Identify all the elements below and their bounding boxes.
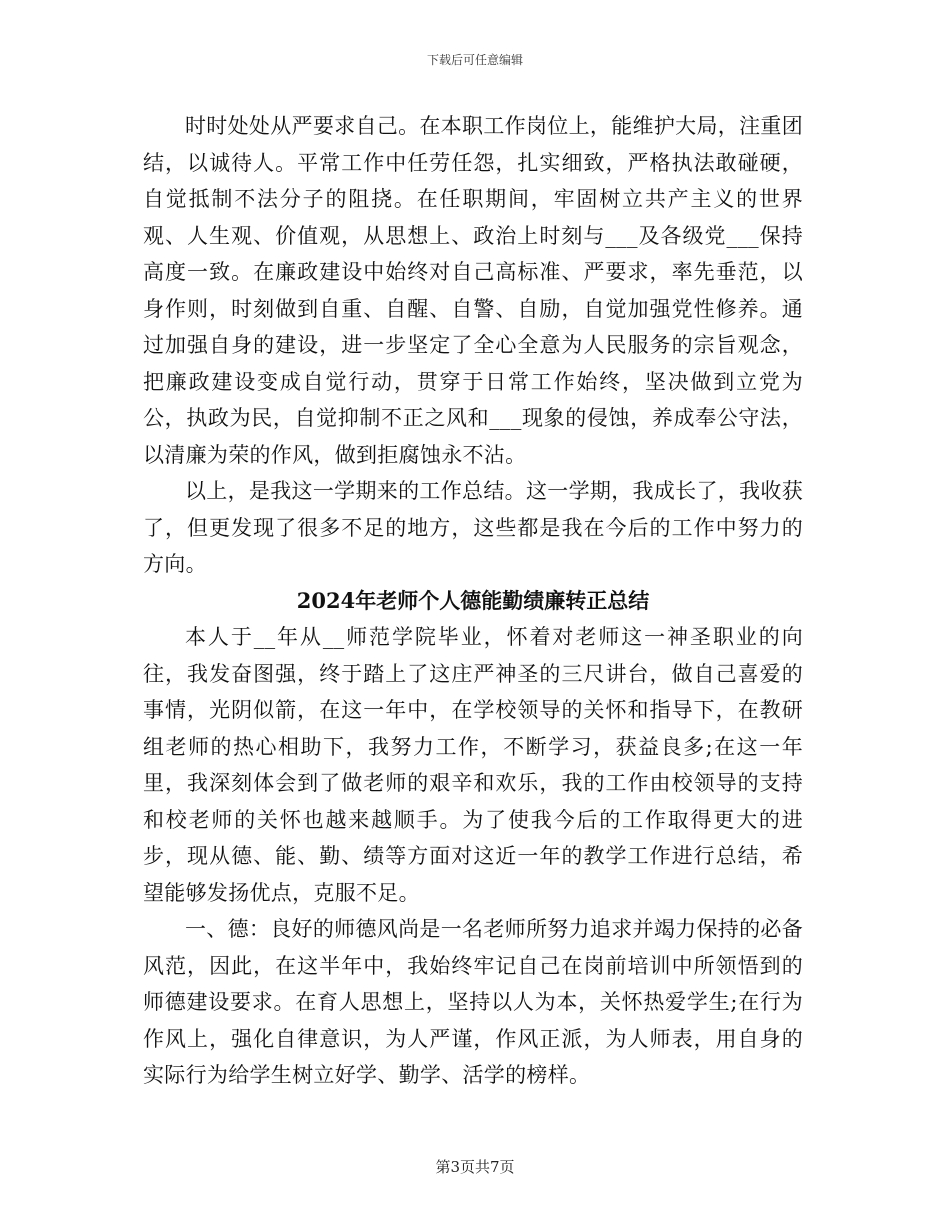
- paragraph-integrity: 时时处处从严要求自己。在本职工作岗位上，能维护大局，注重团结，以诚待人。平常工作中任劳任怨，扎实细致，严格执法敢碰硬，自觉抵制不法分子的阻挠。在任职期间，牢固树立共产主义的世界观、人生观、价值观，从思想上、政治上时刻与___及各级党___保持高度一致。在廉政建设中始终对自己高标准、严要求，率先垂范，以身作则，时刻做到自重、自醒、自警、自励，自觉加强党性修养。通过加强自身的建设，进一步坚定了全心全意为人民服务的宗旨观念，把廉政建设变成自觉行动，贯穿于日常工作始终，坚决做到立党为公，执政为民，自觉抑制不正之风和___现象的侵蚀，养成奉公守法，以清廉为荣的作风，做到拒腐蚀永不沾。: [143, 114, 803, 467]
- page-number-footer: 第3页共7页: [435, 1158, 515, 1176]
- paragraph-semester-conclusion: 以上，是我这一学期来的工作总结。这一学期，我成长了，我收获了，但更发现了很多不足的地方，这些都是我在今后的工作中努力的方向。: [143, 479, 803, 576]
- paragraph-introduction: 本人于__年从__师范学院毕业，怀着对老师这一神圣职业的向往，我发奋图强，终于踏上了这庄严神圣的三尺讲台，做自己喜爱的事情，光阴似箭，在这一年中，在学校领导的关怀和指导下，在教研组老师的热心相助下，我努力工作，不断学习，获益良多;在这一年里，我深刻体会到了做老师的艰辛和欢乐，我的工作由校领导的支持和校老师的关怀也越来越顺手。为了使我今后的工作取得更大的进步，现从德、能、勤、绩等方面对这近一年的教学工作进行总结，希望能够发扬优点，克服不足。: [143, 625, 803, 905]
- page-header-note: 下载后可任意编辑: [426, 53, 523, 67]
- paragraph-morality: 一、德：良好的师德风尚是一名老师所努力追求并竭力保持的必备风范，因此，在这半年中，我始终牢记自己在岗前培训中所领悟到的师德建设要求。在育人思想上，坚持以人为本，关怀热爱学生;在行为作风上，强化自律意识，为人严谨，作风正派，为人师表，用自身的实际行为给学生树立好学、勤学、活学的榜样。: [143, 917, 803, 1087]
- section-title: 2024年老师个人德能勤绩廉转正总结: [296, 587, 650, 613]
- document-body: [143, 108, 803, 1094]
